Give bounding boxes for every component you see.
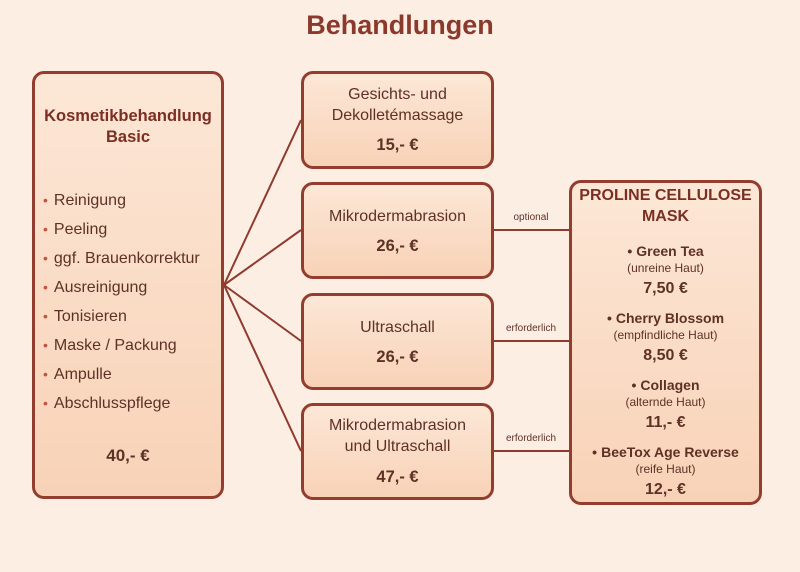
mask-option-label: Green Tea [636,243,704,259]
mask-option-name [572,309,759,327]
bullet-icon: • [43,308,48,324]
page-title: Behandlungen [306,10,494,40]
mask-option [572,309,759,367]
connector-label-required: erforderlich [505,433,557,444]
mask-option-price: 7,50 € [643,280,688,297]
mask-option-note: (unreine Haut) [627,261,704,275]
treatment-name-line1: Gesichts- und [348,86,447,103]
basic-treatment-box [32,71,224,499]
treatment-price: 26,- € [376,348,419,366]
connector-label-required: erforderlich [505,323,557,334]
list-item [43,273,200,302]
treatment-price: 26,- € [376,237,419,255]
mask-option-label: BeeTox Age Reverse [601,444,739,460]
bullet-icon: • [43,395,48,411]
bullet-icon: • [43,221,48,237]
list-item [43,186,200,215]
mask-option-note: (alternde Haut) [625,395,706,409]
treatment-box-combo [301,403,494,500]
treatment-price: 47,- € [376,468,419,486]
bullet-icon: • [43,250,48,266]
list-item-label: Reinigung [53,192,126,209]
bullet-icon: • [627,243,633,259]
mask-option-note: (empfindliche Haut) [613,328,718,342]
list-item-label: Ausreinigung [53,279,148,296]
mask-option-label: Collagen [640,377,700,393]
bullet-icon: • [43,192,48,208]
treatment-box-massage [301,71,494,169]
bullet-icon: • [43,279,48,295]
treatment-name: Ultraschall [360,319,435,336]
list-item-label: Maske / Packung [53,337,177,354]
treatment-name-line2: und Ultraschall [344,438,451,455]
treatment-box-ultrasound [301,293,494,390]
mask-option-label: Cherry Blossom [615,310,725,326]
bullet-icon: • [631,377,637,393]
basic-title-line1: Kosmetikbehandlung [44,107,212,125]
connector-label-optional: optional [513,212,549,223]
connector-basic-to-t1 [224,120,301,285]
mask-title-line1: PROLINE CELLULOSE [579,187,752,204]
treatment-name-line1: Mikrodermabrasion [329,417,466,434]
basic-price: 40,- € [106,446,150,465]
basic-treatment-title [35,106,221,148]
connector-basic-to-t2 [224,230,301,285]
list-item [43,244,200,273]
bullet-icon: • [43,337,48,353]
cellulose-mask-box [569,180,762,505]
bullet-icon: • [43,366,48,382]
mask-title-line2: MASK [641,208,690,225]
mask-option [572,443,759,501]
treatment-name-line2: Dekolletémassage [331,107,464,124]
treatment-name [304,84,491,126]
mask-option [572,376,759,434]
list-item [43,302,200,331]
mask-option-name [572,376,759,394]
bullet-icon: • [592,444,598,460]
mask-option-price: 8,50 € [643,347,688,364]
list-item-label: Tonisieren [53,308,127,325]
basic-steps-list [43,186,200,418]
treatment-price: 15,- € [376,136,419,154]
treatment-name: Mikrodermabrasion [329,208,466,225]
mask-option-note: (reife Haut) [635,462,696,476]
mask-option-name [572,443,759,461]
mask-option-price: 11,- € [645,414,686,431]
basic-title-line2: Basic [105,128,151,146]
list-item [43,331,200,360]
mask-title [572,185,759,227]
list-item-label: Ampulle [53,366,112,383]
treatment-name [304,415,491,457]
mask-option-name [572,242,759,260]
mask-option-price: 12,- € [645,481,686,498]
connector-basic-to-t4 [224,285,301,451]
list-item [43,389,200,418]
treatment-box-microdermabrasion [301,182,494,279]
mask-option [572,242,759,300]
list-item-label: ggf. Brauenkorrektur [53,250,200,267]
list-item-label: Peeling [53,221,108,238]
connector-basic-to-t3 [224,285,301,341]
bullet-icon: • [606,310,612,326]
list-item-label: Abschlusspflege [53,395,171,412]
list-item [43,360,200,389]
list-item [43,215,200,244]
